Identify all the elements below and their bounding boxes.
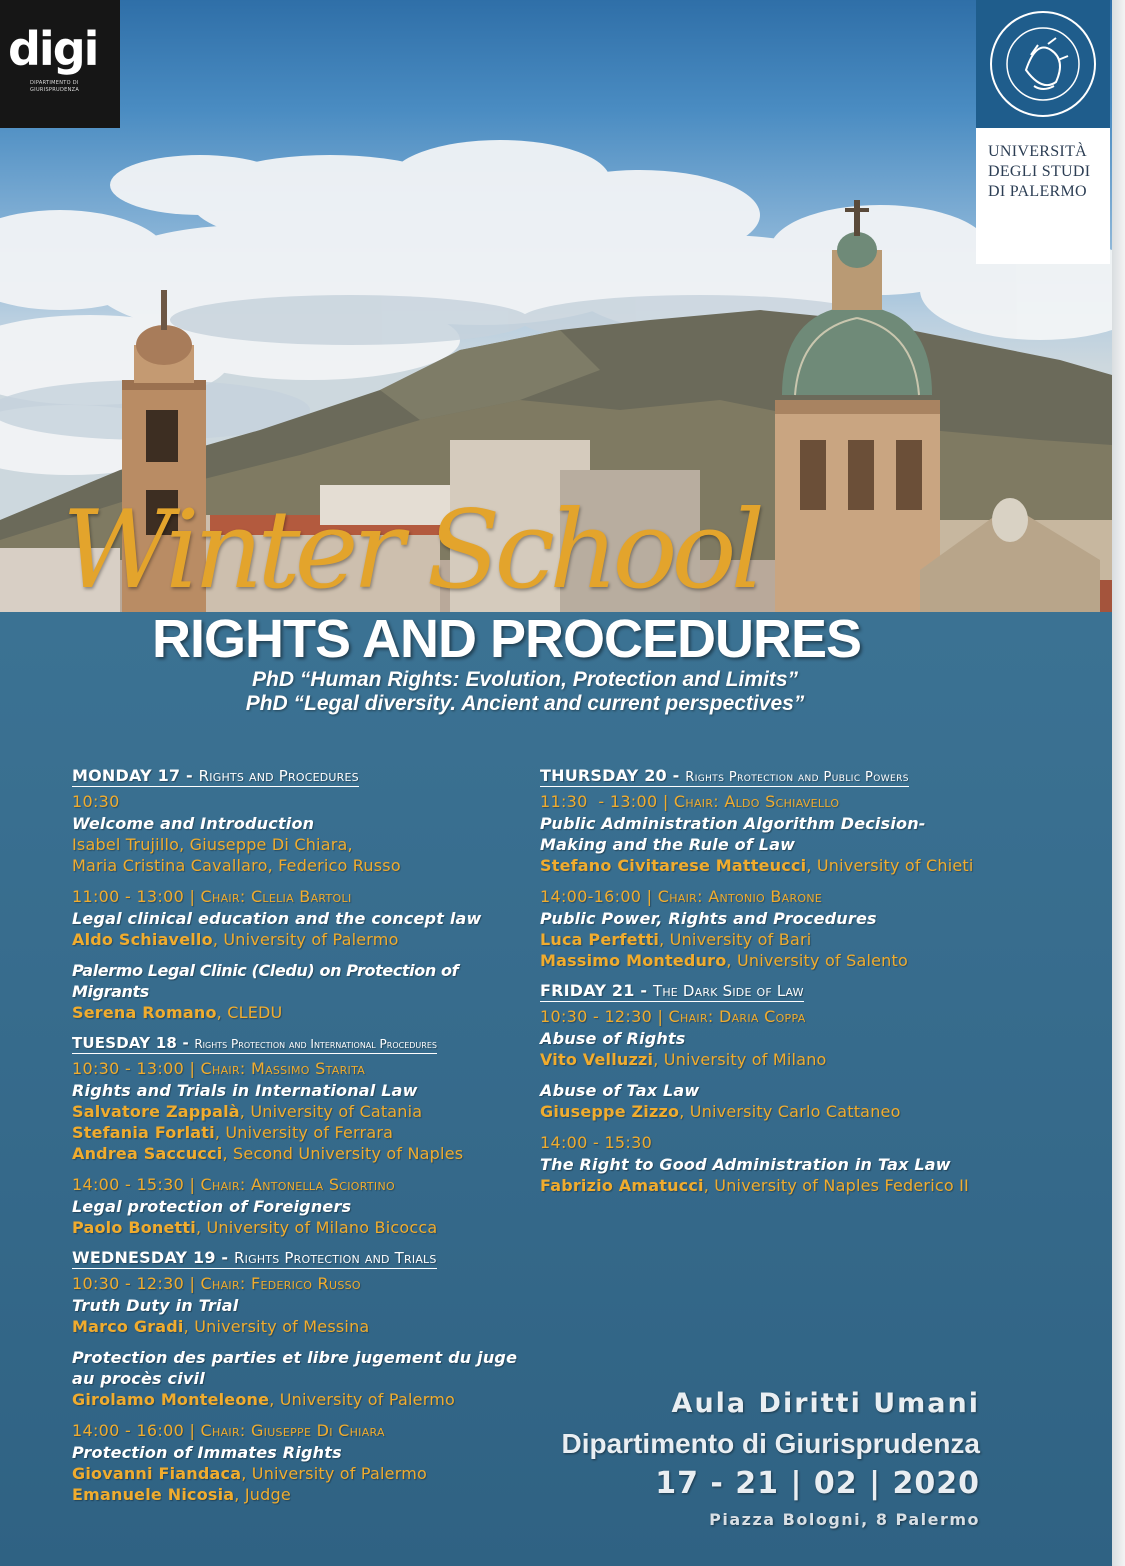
page-edge: [1112, 0, 1125, 1566]
venue-address: Piazza Bologni, 8 Palermo: [709, 1510, 980, 1529]
speaker-affiliation: , University of Palermo: [241, 1464, 427, 1483]
session-time: 10:30: [72, 792, 120, 811]
day-label: WEDNESDAY 19 -: [72, 1248, 235, 1267]
speaker-affiliation: , University of Chieti: [806, 856, 974, 875]
university-logo: [976, 0, 1110, 264]
session-title: Truth Duty in Trial: [72, 1296, 239, 1315]
session-title: Public Power, Rights and Procedures: [540, 909, 877, 928]
session-title: Welcome and Introduction: [72, 814, 315, 833]
day-label: TUESDAY 18 -: [72, 1034, 195, 1052]
speaker-line: [540, 950, 990, 971]
speaker-name: Serena Romano: [72, 1003, 217, 1022]
day-theme: Rights and Procedures: [198, 767, 359, 785]
speaker-line: [540, 1101, 990, 1122]
speaker-name: Paolo Bonetti: [72, 1218, 196, 1237]
day-tuesday: [72, 1033, 532, 1238]
session-title: Abuse of Rights: [540, 1029, 686, 1048]
chair-name: Chair: Massimo Starita: [200, 1059, 366, 1078]
speaker-line: [540, 929, 990, 950]
schedule-right-column: [540, 766, 990, 1196]
chair-name: Chair: Giuseppe Di Chiara: [200, 1421, 385, 1440]
session-title: Protection des parties et libre jugement du juge au procès civil: [72, 1348, 518, 1388]
speaker-line: [72, 1316, 532, 1337]
speaker-name: Giuseppe Zizzo: [540, 1102, 680, 1121]
session-time: [540, 1006, 990, 1028]
day-theme: Rights Protection and Trials: [234, 1249, 437, 1267]
title-script: Winter School: [62, 488, 760, 613]
digi-logo: [0, 0, 120, 128]
day-monday: [72, 766, 532, 1023]
speaker-affiliation: , Second University of Naples: [222, 1144, 464, 1163]
session-title: Protection of Immates Rights: [72, 1443, 342, 1462]
day-thursday: [540, 766, 990, 971]
speaker-affiliation: , University of Messina: [183, 1317, 370, 1336]
day-heading: [72, 1033, 437, 1054]
university-name: [988, 142, 1108, 202]
speaker-name: Aldo Schiavello: [72, 930, 213, 949]
day-label: MONDAY 17 -: [72, 766, 199, 785]
speaker-name: Emanuele Nicosia: [72, 1485, 235, 1504]
session-title: The Right to Good Administration in Tax Law: [540, 1155, 951, 1174]
venue-department: Dipartimento di Giurisprudenza: [561, 1428, 980, 1459]
speaker-affiliation: , University of Catania: [239, 1102, 423, 1121]
day-theme: Rights Protection and Public Powers: [685, 770, 909, 785]
session-time: [72, 1273, 532, 1295]
time-range: 14:00-16:00 |: [540, 887, 658, 906]
university-name-line: UNIVERSITÀ: [988, 143, 1087, 160]
speaker-name: Stefania Forlati: [72, 1123, 215, 1142]
time-range: 11:30 - 13:00 |: [540, 792, 674, 811]
chair-name: Chair: Aldo Schiavello: [673, 792, 840, 811]
speaker-line: [72, 1389, 532, 1410]
day-label: FRIDAY 21 -: [540, 981, 653, 1000]
title-main: RIGHTS AND PROCEDURES: [152, 609, 862, 669]
session-time: [72, 886, 532, 908]
chair-name: Chair: Clelia Bartoli: [200, 887, 352, 906]
speaker-affiliation: , University Carlo Cattaneo: [679, 1102, 901, 1121]
speaker-line: [72, 1101, 532, 1122]
day-wednesday: [72, 1248, 532, 1505]
schedule-left-column: [72, 766, 532, 1505]
session-title: Abuse of Tax Law: [540, 1081, 700, 1100]
day-heading: [540, 981, 804, 1002]
day-heading: [72, 1248, 437, 1269]
speaker-name: Giovanni Fiandaca: [72, 1464, 242, 1483]
chair-name: Chair: Daria Coppa: [668, 1007, 806, 1026]
speaker-name: Luca Perfetti: [540, 930, 660, 949]
speaker-line: [540, 855, 990, 876]
speaker-affiliation: , Judge: [234, 1485, 291, 1504]
university-seal-icon: [976, 0, 1110, 128]
university-name-line: DEGLI STUDI: [988, 163, 1091, 180]
phd-program-2: PhD “Legal diversity. Ancient and current perspectives”: [245, 692, 805, 715]
speaker-name: Vito Velluzzi: [540, 1050, 654, 1069]
speaker-name: Stefano Civitarese Matteucci: [540, 856, 807, 875]
speaker-affiliation: , University of Milano: [653, 1050, 827, 1069]
phd-program-1: PhD “Human Rights: Evolution, Protection and Limits”: [251, 668, 798, 691]
session-time: [72, 1420, 532, 1442]
speaker-affiliation: , University of Milano Bicocca: [195, 1218, 438, 1237]
chair-name: Chair: Federico Russo: [200, 1274, 361, 1293]
speaker-name: Massimo Monteduro: [540, 951, 727, 970]
chair-name: Chair: Antonio Barone: [657, 887, 823, 906]
session-title: Rights and Trials in International Law: [72, 1081, 418, 1100]
speaker-line: [72, 1217, 532, 1238]
time-range: 11:00 - 13:00 |: [72, 887, 201, 906]
speaker-line: [72, 1484, 532, 1505]
speaker-name: Fabrizio Amatucci: [540, 1176, 704, 1195]
speaker-line: [72, 929, 532, 950]
speaker-affiliation: , University of Palermo: [212, 930, 399, 949]
time-range: 10:30 - 12:30 |: [72, 1274, 201, 1293]
speaker-name: Girolamo Monteleone: [72, 1390, 270, 1409]
speaker-line: [72, 1122, 532, 1143]
speaker-affiliation: , University of Salento: [726, 951, 908, 970]
day-label: THURSDAY 20 -: [540, 766, 686, 785]
venue-room: Aula Diritti Umani: [671, 1388, 980, 1419]
day-heading: [540, 766, 909, 787]
day-friday: [540, 981, 990, 1196]
speaker-affiliation: , University of Ferrara: [214, 1123, 394, 1142]
day-heading: [72, 766, 359, 787]
day-theme: The Dark Side of Law: [652, 982, 804, 1000]
session-title: Legal clinical education and the concept law: [72, 909, 482, 928]
speaker-affiliation: , University of Naples Federico II: [703, 1176, 969, 1195]
time-range: 10:30 - 12:30 |: [540, 1007, 669, 1026]
time-range: 14:00 - 15:30 |: [72, 1175, 201, 1194]
session-time: [540, 886, 990, 908]
speaker-line: [540, 1175, 990, 1196]
digi-logo-subtitle: DIPARTIMENTO DI GIURISPRUDENZA: [30, 80, 80, 93]
session-time: [540, 791, 990, 813]
event-dates: 17 - 21 | 02 | 2020: [655, 1466, 980, 1501]
university-name-line: DI PALERMO: [988, 183, 1087, 200]
session-title: Public Administration Algorithm Decision-Making and the Rule of Law: [540, 814, 926, 854]
time-range: 14:00 - 16:00 |: [72, 1421, 201, 1440]
session-time: 14:00 - 15:30: [540, 1133, 653, 1152]
speaker-line: [72, 1143, 532, 1164]
session-title: Legal protection of Foreigners: [72, 1197, 352, 1216]
session-time: [72, 1174, 532, 1196]
speaker-line: Isabel Trujillo, Giuseppe Di Chiara,: [72, 835, 353, 854]
speaker-line: [72, 1463, 532, 1484]
session-time: [72, 1058, 532, 1080]
session-title: Palermo Legal Clinic (Cledu) on Protection of Migrants: [72, 961, 459, 1001]
day-theme: Rights Protection and International Procedures: [194, 1037, 437, 1051]
digi-logo-word: digi: [8, 22, 98, 76]
speaker-affiliation: , University of Bari: [659, 930, 812, 949]
chair-name: Chair: Antonella Sciortino: [200, 1175, 395, 1194]
speaker-line: Maria Cristina Cavallaro, Federico Russo: [72, 856, 401, 875]
speaker-line: [540, 1049, 990, 1070]
speaker-name: Andrea Saccucci: [72, 1144, 223, 1163]
speaker-affiliation: , University of Palermo: [269, 1390, 455, 1409]
time-range: 10:30 - 13:00 |: [72, 1059, 201, 1078]
speaker-line: [72, 1002, 532, 1023]
speaker-name: Salvatore Zappalà: [72, 1102, 240, 1121]
speaker-name: Marco Gradi: [72, 1317, 184, 1336]
speaker-affiliation: , CLEDU: [216, 1003, 283, 1022]
